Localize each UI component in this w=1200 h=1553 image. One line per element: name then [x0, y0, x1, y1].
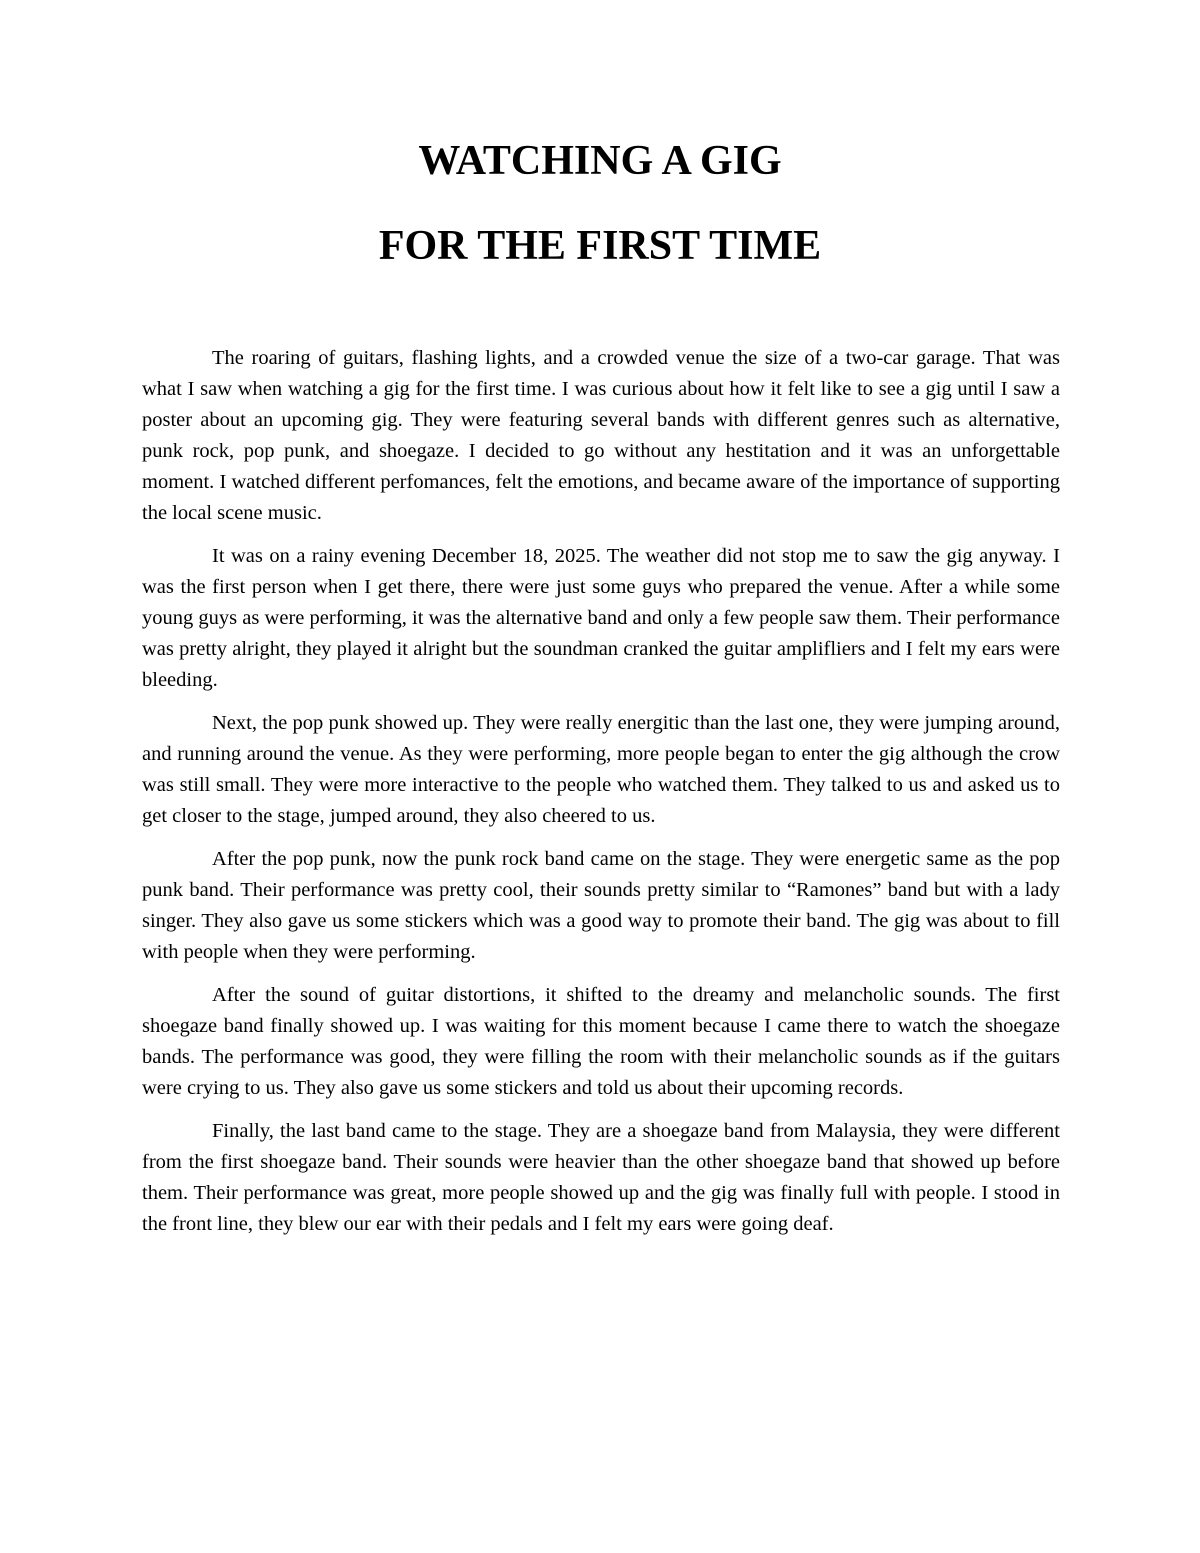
- paragraph-4: After the pop punk, now the punk rock band came on the stage. They were energetic same as the pop punk band. Their performance was pretty cool, their sounds pretty similar to “Ramones” band but with a lady singer. They also gave us some stickers which was a good way to promote their band. The gig was about to fill with people when they were performing.: [142, 848, 1060, 963]
- paragraph-2: It was on a rainy evening December 18, 2025. The weather did not stop me to saw the gig anyway. I was the first person when I get there, there were just some guys who prepared the venue. After a while some young guys as were performing, it was the alternative band and only a few people saw them. Their performance was pretty alright, they played it alright but the soundman cranked the guitar amplifliers and I felt my ears were bleeding.: [142, 545, 1060, 691]
- page-title: [0, 140, 1200, 267]
- paragraph-1: The roaring of guitars, flashing lights, and a crowded venue the size of a two-car garage. That was what I saw when watching a gig for the first time. I was curious about how it felt like to see a gig until I saw a poster about an upcoming gig. They were featuring several bands with different genres such as alternative, punk rock, pop punk, and shoegaze. I decided to go without any hestitation and it was an unforgettable moment. I watched different perfomances, felt the emotions, and became aware of the importance of supporting the local scene music.: [142, 347, 1060, 524]
- title-line-2: FOR THE FIRST TIME: [378, 223, 822, 269]
- paragraph-3: Next, the pop punk showed up. They were really energitic than the last one, they were jumping around, and running around the venue. As they were performing, more people began to enter the gig although the crow was still small. They were more interactive to the people who watched them. They talked to us and asked us to get closer to the stage, jumped around, they also cheered to us.: [142, 712, 1060, 827]
- title-line-1: WATCHING A GIG: [418, 138, 782, 184]
- paragraph-6: Finally, the last band came to the stage. They are a shoegaze band from Malaysia, they were different from the first shoegaze band. Their sounds were heavier than the other shoegaze band that showed up before them. Their performance was great, more people showed up and the gig was finally full with people. I stood in the front line, they blew our ear with their pedals and I felt my ears were going deaf.: [142, 1120, 1060, 1235]
- essay-body: [142, 343, 1060, 1252]
- paragraph-5: After the sound of guitar distortions, it shifted to the dreamy and melancholic sounds. The first shoegaze band finally showed up. I was waiting for this moment because I came there to watch the shoegaze bands. The performance was good, they were filling the room with their melancholic sounds as if the guitars were crying to us. They also gave us some stickers and told us about their upcoming records.: [142, 984, 1060, 1099]
